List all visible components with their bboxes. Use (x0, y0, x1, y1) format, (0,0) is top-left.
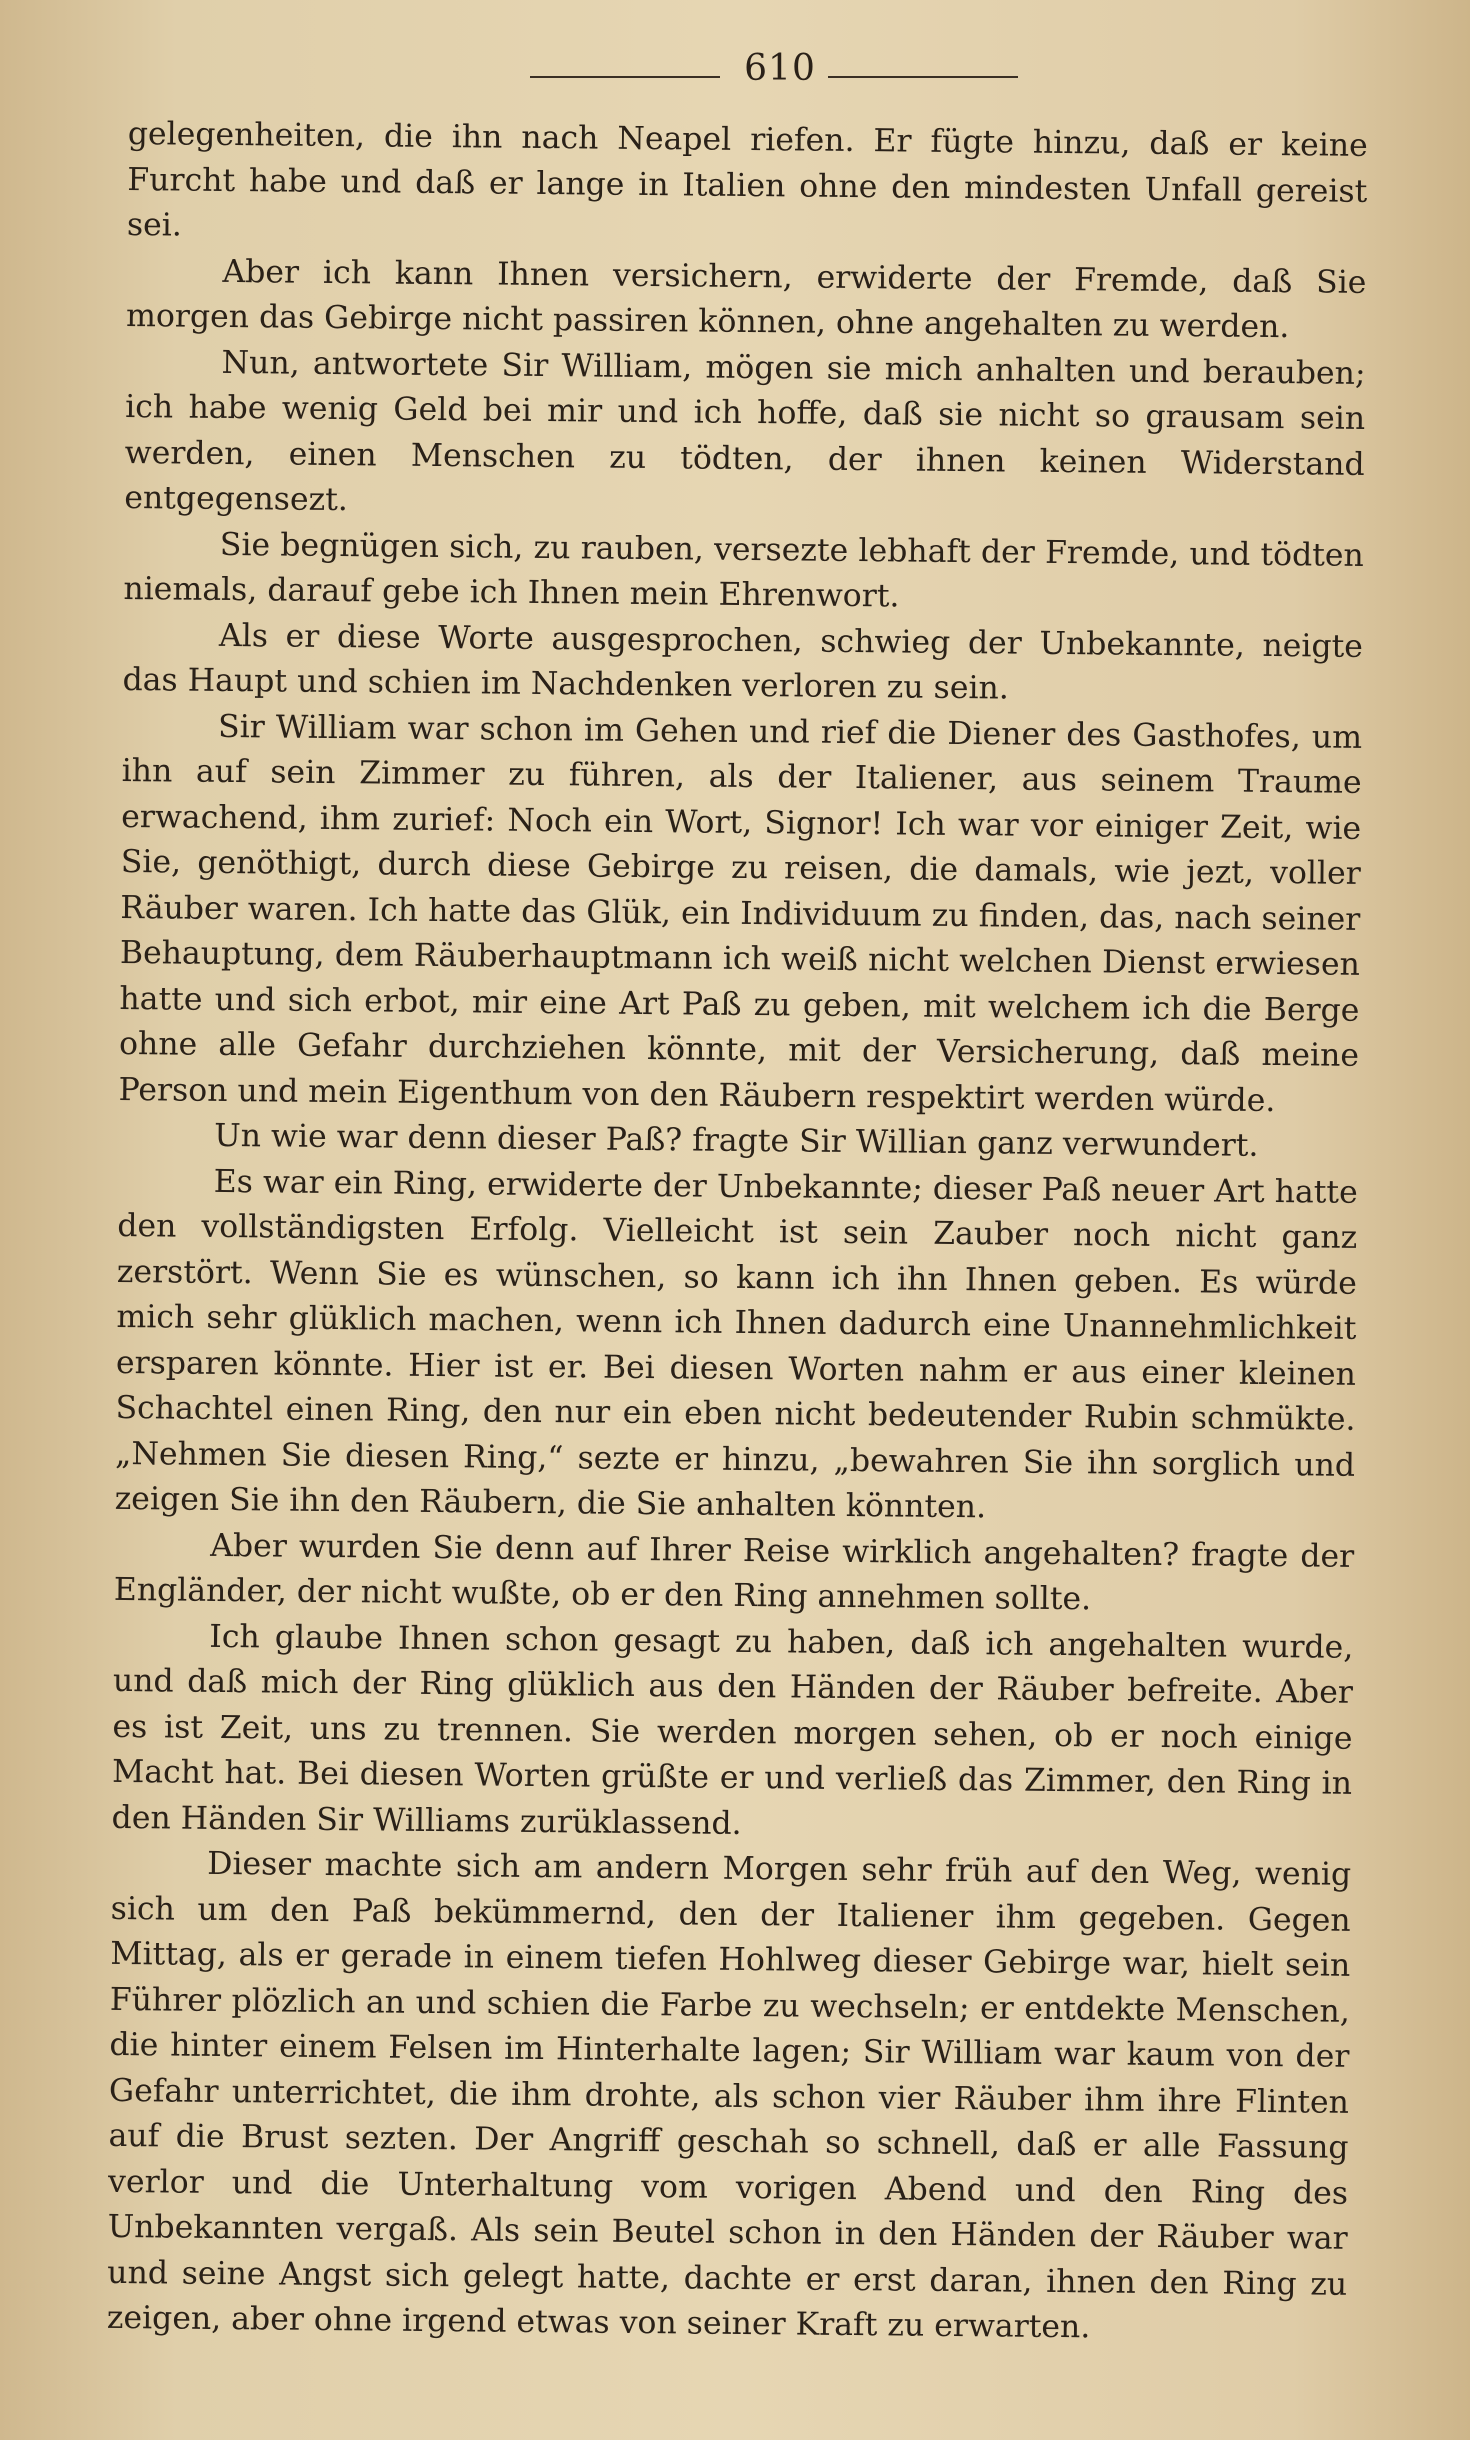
paragraph: Nun, antwortete Sir William, mögen sie mich anhalten und berauben; ich habe wenig Geld bei mir und ich hoffe, daß sie nicht so grausam sein werden, einen Menschen zu tödten, der ihnen keinen Widerstand entgegensezt. (124, 344, 1366, 519)
paragraph: Als er diese Worte ausgesprochen, schwieg der Unbekannte, neigte das Haupt und schien im Nachdenken verloren zu sein. (122, 617, 1364, 707)
paragraph: Sie begnügen sich, zu rauben, versezte lebhaft der Fremde, und tödten niemals, darauf gebe ich Ihnen mein Ehrenwort. (123, 526, 1364, 615)
page-header (0, 48, 1470, 98)
header-rule-left (530, 76, 720, 78)
paragraph: gelegenheiten, die ihn nach Neapel riefen. Er fügte hinzu, daß er keine Furcht habe und daß er lange in Italien ohne den mindesten Unfall gereist sei. (126, 115, 1368, 244)
paragraph: Un wie war denn dieser Paß? fragte Sir Willian ganz verwundert. (214, 1117, 1259, 1164)
page-number: 610 (744, 48, 816, 89)
page-body (107, 112, 1368, 2353)
header-rule-right (828, 76, 1018, 78)
paragraph: Aber wurden Sie denn auf Ihrer Reise wirklich angehalten? fragte der Engländer, der nicht wußte, ob er den Ring annehmen sollte. (113, 1527, 1355, 1618)
paragraph: Ich glaube Ihnen schon gesagt zu haben, daß ich angehalten wurde, und daß mich der Ring glüklich aus den Händen der Räuber befreite. Aber es ist Zeit, uns zu trennen. Sie werden morgen sehen, ob er noch einige Macht hat. Bei diesen Worten grüßte er und verließ das Zimmer, den Ring in den Händen Sir Williams zurüklassend. (111, 1618, 1354, 1842)
paragraph: Es war ein Ring, erwiderte der Unbekannte; dieser Paß neuer Art hatte den vollständigsten Erfolg. Vielleicht ist sein Zauber noch nicht ganz zerstört. Wenn Sie es wünschen, so kann ich ihn Ihnen geben. Es würde mich sehr glüklich machen, wenn ich Ihnen dadurch eine Unannehmlichkeit ersparen könnte. Hier ist er. Bei diesen Worten nahm er aus einer kleinen Schachtel einen Ring, den nur ein eben nicht bedeutender Rubin schmükte. „Nehmen Sie diesen Ring,“ sezte er hinzu, „bewahren Sie ihn sorglich und zeigen Sie ihn den Räubern, die Sie anhalten könnten. (114, 1163, 1358, 1526)
paragraph: Sir William war schon im Gehen und rief die Diener des Gasthofes, um ihn auf sein Zimmer zu führen, als der Italiener, aus seinem Traume erwachend, ihm zurief: Noch ein Wort, Signor! Ich war vor einiger Zeit, wie Sie, genöthigt, durch diese Gebirge zu reisen, die damals, wie jezt, voller Räuber waren. Ich hatte das Glük, ein Individuum zu finden, das, nach seiner Behauptung, dem Räuberhauptmann ich weiß nicht welchen Dienst erwiesen hatte und sich erbot, mir eine Art Paß zu geben, mit welchem ich die Berge ohne alle Gefahr durchziehen könnte, mit der Versicherung, daß meine Person und mein Eigenthum von den Räubern respektirt werden würde. (118, 708, 1363, 1119)
paragraph: Dieser machte sich am andern Morgen sehr früh auf den Weg, wenig sich um den Paß bekümmernd, den der Italiener ihm gegeben. Gegen Mittag, als er gerade in einem tiefen Hohlweg dieser Gebirge war, hielt sein Führer plözlich an und schien die Farbe zu wechseln; er entdekte Menschen, die hinter einem Felsen im Hinterhalte lagen; Sir William war kaum von der Gefahr unterrichtet, die ihm drohte, als schon vier Räuber ihm ihre Flinten auf die Brust sezten. Der Angriff geschah so schnell, daß er alle Fassung verlor und die Unterhaltung vom vorigen Abend und den Ring des Unbekannten vergaß. Als sein Beutel schon in den Händen der Räuber war und seine Angst sich gelegt hatte, dachte er erst daran, ihnen den Ring zu zeigen, aber ohne irgend etwas von seiner Kraft zu erwarten. (106, 1845, 1352, 2346)
paragraph: Aber ich kann Ihnen versichern, erwiderte der Fremde, daß Sie morgen das Gebirge nicht passiren können, ohne angehalten zu werden. (125, 253, 1367, 346)
